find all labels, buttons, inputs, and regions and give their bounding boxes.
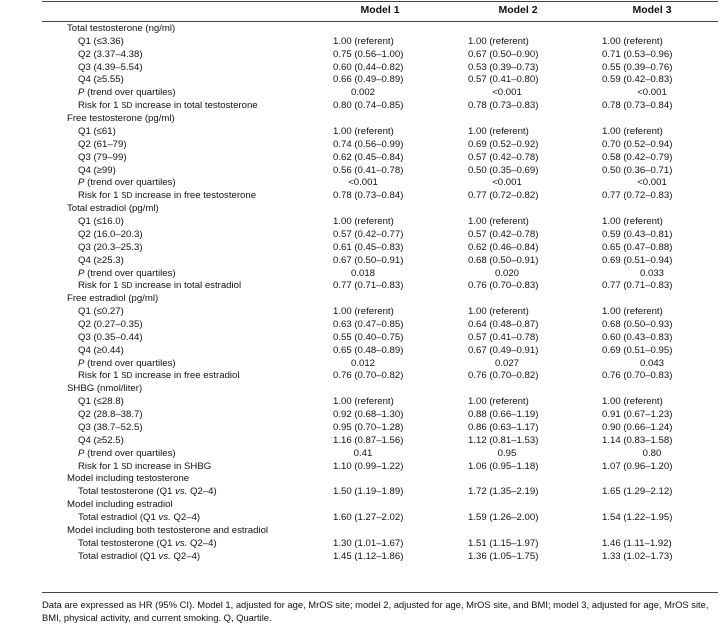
row-label: Model including both testosterone and estradiol [67,524,269,536]
row-label: Q4 (≥0.44) [78,344,124,356]
table-row [0,331,726,344]
cell-model-1: <0.001 [348,177,378,189]
cell-model-1: 0.65 (0.48–0.89) [333,344,404,356]
cell-model-3: 0.78 (0.73–0.84) [602,100,673,112]
row-label: Risk for 1 SD increase in free testosterone [78,190,257,202]
row-label: Q3 (38.7–52.5) [78,421,143,433]
table-footnote: Data are expressed as HR (95% CI). Model 1, adjusted for age, MrOS site; model 2, adjusted for age, MrOS site, and BMI; model 3, adjusted for age, MrOS site, BMI, physical activity, and current smoking. Q, Quartile. [42,599,709,623]
cell-model-2: 0.57 (0.42–0.78) [468,151,539,163]
cell-model-1: 1.00 (referent) [333,216,394,228]
row-label: P (trend over quartiles) [78,357,176,369]
row-label: Model including estradiol [67,499,173,511]
cell-model-3: <0.001 [637,177,667,189]
row-label: Total estradiol (pg/ml) [67,203,159,215]
cell-model-2: <0.001 [492,87,522,99]
cell-model-3: 1.00 (referent) [602,125,663,137]
cell-model-2: 1.00 (referent) [468,216,529,228]
cell-model-1: 1.00 (referent) [333,396,394,408]
cell-model-1: 0.74 (0.56–0.99) [333,138,404,150]
cell-model-3: 1.33 (1.02–1.73) [602,550,673,562]
cell-model-3: 0.60 (0.43–0.83) [602,331,673,343]
table-row [0,395,726,408]
cell-model-2: 1.00 (referent) [468,35,529,47]
cell-model-1: 0.60 (0.44–0.82) [333,61,404,73]
cell-model-1: 1.50 (1.19–1.89) [333,486,404,498]
cell-model-2: 0.020 [494,267,519,279]
row-label: P (trend over quartiles) [78,447,176,459]
cell-model-1: 0.57 (0.42–0.77) [333,228,404,240]
cell-model-1: 1.00 (referent) [333,306,394,318]
row-label: Q4 (≥52.5) [78,434,124,446]
row-label: Q2 (16.0–20.3) [78,228,143,240]
cell-model-2: 1.06 (0.95–1.18) [468,460,539,472]
cell-model-3: 1.54 (1.22–1.95) [602,512,673,524]
cell-model-1: 0.95 (0.70–1.28) [333,421,404,433]
row-label: Risk for 1 SD increase in total estradiol [78,280,242,292]
table-row [0,125,726,138]
table-row [0,485,726,498]
cell-model-3: 1.65 (1.29–2.12) [602,486,673,498]
table-row [0,460,726,473]
row-label: Total testosterone (ng/ml) [67,23,176,34]
cell-model-3: 0.80 [642,447,662,459]
row-label: Q1 (≤3.36) [78,35,124,47]
table-row [0,48,726,61]
cell-model-3: 0.55 (0.39–0.76) [602,61,673,73]
row-label: Q2 (3.37–4.38) [78,48,143,60]
cell-model-3: 0.68 (0.50–0.93) [602,319,673,330]
cell-model-3: 1.46 (1.11–1.92) [602,537,672,549]
cell-model-2: 0.53 (0.39–0.73) [468,61,539,73]
row-label: Q1 (≤61) [78,125,116,137]
cell-model-1: 1.10 (0.99–1.22) [333,460,404,472]
table-row [0,434,726,447]
cell-model-2: 1.12 (0.81–1.53) [468,434,539,446]
cell-model-1: 1.60 (1.27–2.02) [333,512,404,524]
cell-model-3: 0.77 (0.72–0.83) [602,190,673,202]
row-label: Q1 (≤16.0) [78,216,124,228]
cell-model-1: 0.76 (0.70–0.82) [333,370,404,382]
row-label: P (trend over quartiles) [78,87,176,99]
table-row [0,279,726,292]
table-top-rule [42,1,718,2]
table-row [0,99,726,112]
cell-model-3: 1.00 (referent) [602,396,663,408]
cell-model-3: 0.033 [639,267,664,279]
table-row [0,73,726,86]
cell-model-2: 0.57 (0.42–0.78) [468,228,539,240]
row-label: Total estradiol (Q1 vs. Q2–4) [78,550,201,562]
cell-model-1: 0.80 (0.74–0.85) [333,100,404,112]
cell-model-3: 0.76 (0.70–0.83) [602,370,673,382]
cell-model-1: 0.56 (0.41–0.78) [333,164,404,176]
cell-model-1: 1.45 (1.12–1.86) [333,550,404,562]
column-header-model-1: Model 1 [360,4,400,16]
table-row [0,318,726,331]
row-label: Q3 (79–99) [78,151,127,163]
row-label: Q4 (≥99) [78,164,116,176]
cell-model-3: 0.043 [639,357,664,369]
table-row [0,86,726,99]
table-row [0,176,726,189]
cell-model-2: 0.76 (0.70–0.83) [468,280,539,292]
cell-model-3: 0.59 (0.43–0.81) [602,228,673,240]
table-row [0,511,726,524]
row-label: Q4 (≥5.55) [78,74,124,86]
cell-model-1: 0.41 [353,447,373,459]
cell-model-3: 1.00 (referent) [602,216,663,228]
cell-model-1: 0.63 (0.47–0.85) [333,319,404,330]
table-row [0,61,726,74]
cell-model-1: 0.002 [350,87,375,99]
cell-model-1: 0.012 [350,357,375,369]
table-row [0,241,726,254]
cell-model-1: 1.16 (0.87–1.56) [333,434,404,446]
row-label: Q3 (0.35–0.44) [78,331,143,343]
cell-model-3: 0.77 (0.71–0.83) [602,280,673,292]
row-label: Q3 (20.3–25.3) [78,241,143,253]
table-row [0,421,726,434]
row-label: Total estradiol (Q1 vs. Q2–4) [78,512,201,524]
table-row [0,228,726,241]
table-row [0,344,726,357]
section-heading-row [0,524,726,537]
row-label: Q1 (≤0.27) [78,306,124,318]
cell-model-2: 0.67 (0.50–0.90) [468,48,539,60]
row-label: Model including testosterone [67,473,190,485]
cell-model-2: 0.88 (0.66–1.19) [468,409,539,421]
cell-model-2: 0.57 (0.41–0.80) [468,74,539,86]
cell-model-2: 0.95 [497,447,517,459]
section-heading-row [0,498,726,511]
table-row [0,550,726,563]
row-label: P (trend over quartiles) [78,267,176,279]
row-label: Risk for 1 SD increase in total testosterone [78,100,258,112]
row-label: Total testosterone (Q1 vs. Q2–4) [78,486,217,498]
cell-model-1: 0.75 (0.56–1.00) [333,48,404,60]
row-label: Q1 (≤28.8) [78,396,124,408]
row-label: Risk for 1 SD increase in free estradiol [78,370,240,382]
table-row [0,215,726,228]
table-row [0,537,726,550]
row-label: Free estradiol (pg/ml) [67,293,159,305]
row-label: Total testosterone (Q1 vs. Q2–4) [78,537,217,549]
cell-model-2: 0.62 (0.46–0.84) [468,241,539,253]
cell-model-2: 0.78 (0.73–0.83) [468,100,539,112]
cell-model-3: 1.00 (referent) [602,35,663,47]
table-row [0,164,726,177]
cell-model-1: 0.92 (0.68–1.30) [333,409,404,421]
cell-model-3: 1.00 (referent) [602,306,663,318]
section-heading-row [0,22,726,35]
table-row [0,138,726,151]
table-row [0,305,726,318]
row-label: Q2 (0.27–0.35) [78,319,143,330]
cell-model-2: 0.57 (0.41–0.78) [468,331,539,343]
cell-model-2: 0.50 (0.35–0.69) [468,164,539,176]
table-row [0,35,726,48]
row-label: P (trend over quartiles) [78,177,176,189]
cell-model-3: 0.91 (0.67–1.23) [602,409,673,421]
cell-model-1: 1.00 (referent) [333,35,394,47]
section-heading-row [0,382,726,395]
cell-model-2: 0.76 (0.70–0.82) [468,370,539,382]
section-heading-row [0,472,726,485]
column-header-model-2: Model 2 [498,4,538,16]
row-label: Q4 (≥25.3) [78,254,124,266]
table-row [0,189,726,202]
cell-model-1: 1.00 (referent) [333,125,394,137]
row-label: Free testosterone (pg/ml) [67,113,175,125]
row-label: Risk for 1 SD increase in SHBG [78,460,212,472]
cell-model-2: 0.64 (0.48–0.87) [468,319,539,330]
cell-model-3: 0.65 (0.47–0.88) [602,241,673,253]
cell-model-3: 0.71 (0.53–0.96) [602,48,673,60]
row-label: Q3 (4.39–5.54) [78,61,143,73]
table-row [0,151,726,164]
table-row [0,267,726,280]
cell-model-2: 0.86 (0.63–1.17) [468,421,539,433]
section-heading-row [0,112,726,125]
cell-model-3: 1.14 (0.83–1.58) [602,434,673,446]
cell-model-1: 0.77 (0.71–0.83) [333,280,404,292]
table-row [0,408,726,421]
cell-model-3: 0.90 (0.66–1.24) [602,421,673,433]
cell-model-3: 0.69 (0.51–0.94) [602,254,673,266]
cell-model-2: 0.67 (0.49–0.91) [468,344,539,356]
cell-model-1: 0.78 (0.73–0.84) [333,190,404,202]
cell-model-3: <0.001 [637,87,667,99]
row-label: SHBG (nmol/liter) [67,383,143,395]
cell-model-1: 0.55 (0.40–0.75) [333,331,404,343]
cell-model-2: 0.68 (0.50–0.91) [468,254,539,266]
row-label: Q2 (61–79) [78,138,127,150]
cell-model-1: 0.66 (0.49–0.89) [333,74,404,86]
cell-model-2: 1.59 (1.26–2.00) [468,512,539,524]
cell-model-3: 0.69 (0.51–0.95) [602,344,673,356]
table-row [0,369,726,382]
cell-model-3: 0.70 (0.52–0.94) [602,138,673,150]
cell-model-1: 0.018 [350,267,375,279]
table-row [0,254,726,267]
cell-model-2: 1.51 (1.15–1.97) [468,537,539,549]
cell-model-2: 1.00 (referent) [468,125,529,137]
cell-model-2: <0.001 [492,177,522,189]
cell-model-2: 0.69 (0.52–0.92) [468,138,539,150]
cell-model-2: 1.00 (referent) [468,396,529,408]
table-row [0,447,726,460]
cell-model-1: 1.30 (1.01–1.67) [333,537,404,549]
cell-model-1: 0.67 (0.50–0.91) [333,254,404,266]
cell-model-1: 0.61 (0.45–0.83) [333,241,404,253]
section-heading-row [0,292,726,305]
section-heading-row [0,202,726,215]
cell-model-3: 1.07 (0.96–1.20) [602,460,673,472]
cell-model-3: 0.59 (0.42–0.83) [602,74,673,86]
cell-model-1: 0.62 (0.45–0.84) [333,151,404,163]
cell-model-2: 1.00 (referent) [468,306,529,318]
table-bottom-rule [42,592,718,593]
cell-model-3: 0.50 (0.36–0.71) [602,164,673,176]
cell-model-2: 0.027 [494,357,519,369]
cell-model-2: 1.36 (1.05–1.75) [468,550,539,562]
cell-model-2: 1.72 (1.35–2.19) [468,486,539,498]
column-header-model-3: Model 3 [632,4,672,16]
cell-model-3: 0.58 (0.42–0.79) [602,151,673,163]
table-row [0,357,726,370]
row-label: Q2 (28.8–38.7) [78,409,143,421]
cell-model-2: 0.77 (0.72–0.82) [468,190,539,202]
